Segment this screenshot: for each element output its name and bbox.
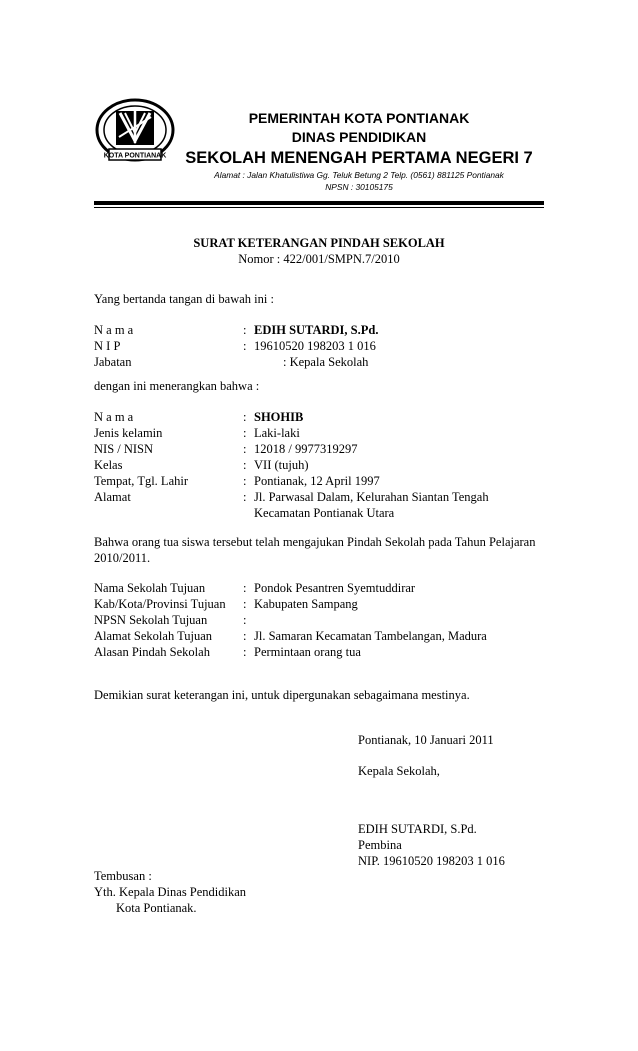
svg-text:KOTA PONTIANAK: KOTA PONTIANAK (103, 152, 167, 160)
student-name-value: SHOHIB (254, 410, 304, 424)
signer-nip-value: 19610520 198203 1 016 (254, 339, 376, 353)
letterhead-divider-thin (94, 207, 544, 208)
declare-text: dengan ini menerangkan bahwa : (94, 379, 260, 393)
field-colon: : (243, 629, 247, 643)
cc-recipient-line2: Kota Pontianak. (116, 901, 197, 915)
student-name-label: N a m a (94, 410, 134, 424)
dest-reason-value: Permintaan orang tua (254, 645, 361, 659)
statement-line2: 2010/2011. (94, 551, 151, 565)
field-colon: : (243, 581, 247, 595)
cc-recipient-line1: Yth. Kepala Dinas Pendidikan (94, 885, 247, 899)
student-address-value-line2: Kecamatan Pontianak Utara (254, 506, 395, 520)
student-gender-label: Jenis kelamin (94, 426, 163, 440)
letterhead-divider-thick (94, 201, 544, 205)
signature-nip: NIP. 19610520 198203 1 016 (358, 854, 505, 868)
field-colon: : (243, 474, 247, 488)
student-gender-value: Laki-laki (254, 426, 300, 440)
dest-school-label: Nama Sekolah Tujuan (94, 581, 206, 595)
field-colon: : (243, 323, 247, 337)
signer-position-value: : Kepala Sekolah (283, 355, 369, 369)
signer-nip-label: N I P (94, 339, 121, 353)
signature-rank: Pembina (358, 838, 402, 852)
field-colon: : (243, 410, 247, 424)
school-logo-icon (94, 97, 176, 167)
signature-position: Kepala Sekolah, (358, 764, 440, 778)
student-class-label: Kelas (94, 458, 123, 472)
field-colon: : (243, 645, 247, 659)
intro-text: Yang bertanda tangan di bawah ini : (94, 292, 274, 306)
field-colon: : (243, 613, 247, 627)
signer-name-value: EDIH SUTARDI, S.Pd. (254, 323, 379, 337)
letterhead-npsn: NPSN : 30105175 (325, 182, 393, 192)
dest-npsn-label: NPSN Sekolah Tujuan (94, 613, 208, 627)
student-nis-value: 12018 / 9977319297 (254, 442, 358, 456)
statement-line1: Bahwa orang tua siswa tersebut telah mengajukan Pindah Sekolah pada Tahun Pelajaran (94, 535, 536, 549)
document-number: Nomor : 422/001/SMPN.7/2010 (238, 252, 400, 266)
field-colon: : (243, 442, 247, 456)
letterhead-address: Alamat : Jalan Khatulistiwa Gg. Teluk Betung 2 Telp. (0561) 881125 Pontianak (214, 170, 504, 180)
document-title: SURAT KETERANGAN PINDAH SEKOLAH (193, 236, 445, 250)
dest-address-label: Alamat Sekolah Tujuan (94, 629, 213, 643)
dest-region-label: Kab/Kota/Provinsi Tujuan (94, 597, 226, 611)
signature-name: EDIH SUTARDI, S.Pd. (358, 822, 477, 836)
dest-school-value: Pondok Pesantren Syemtuddirar (254, 581, 416, 595)
letterhead-department: DINAS PENDIDIKAN (291, 129, 427, 145)
student-class-value: VII (tujuh) (254, 458, 309, 472)
cc-heading: Tembusan : (94, 869, 152, 883)
dest-region-value: Kabupaten Sampang (254, 597, 358, 611)
field-colon: : (243, 339, 247, 353)
student-birth-label: Tempat, Tgl. Lahir (94, 474, 189, 488)
field-colon: : (243, 458, 247, 472)
field-colon: : (243, 426, 247, 440)
field-colon: : (243, 490, 247, 504)
signature-place-date: Pontianak, 10 Januari 2011 (358, 733, 494, 747)
student-address-value: Jl. Parwasal Dalam, Kelurahan Siantan Tengah (254, 490, 489, 504)
student-birth-value: Pontianak, 12 April 1997 (254, 474, 380, 488)
dest-address-value: Jl. Samaran Kecamatan Tambelangan, Madura (254, 629, 487, 643)
dest-reason-label: Alasan Pindah Sekolah (94, 645, 210, 659)
letterhead-government: PEMERINTAH KOTA PONTIANAK (248, 110, 470, 126)
student-address-label: Alamat (94, 490, 131, 504)
closing-text: Demikian surat keterangan ini, untuk dipergunakan sebagaimana mestinya. (94, 688, 470, 702)
field-colon: : (243, 597, 247, 611)
signer-position-label: Jabatan (94, 355, 132, 369)
letterhead-school-name: SEKOLAH MENENGAH PERTAMA NEGERI 7 (185, 149, 533, 167)
signer-name-label: N a m a (94, 323, 134, 337)
student-nis-label: NIS / NISN (94, 442, 154, 456)
